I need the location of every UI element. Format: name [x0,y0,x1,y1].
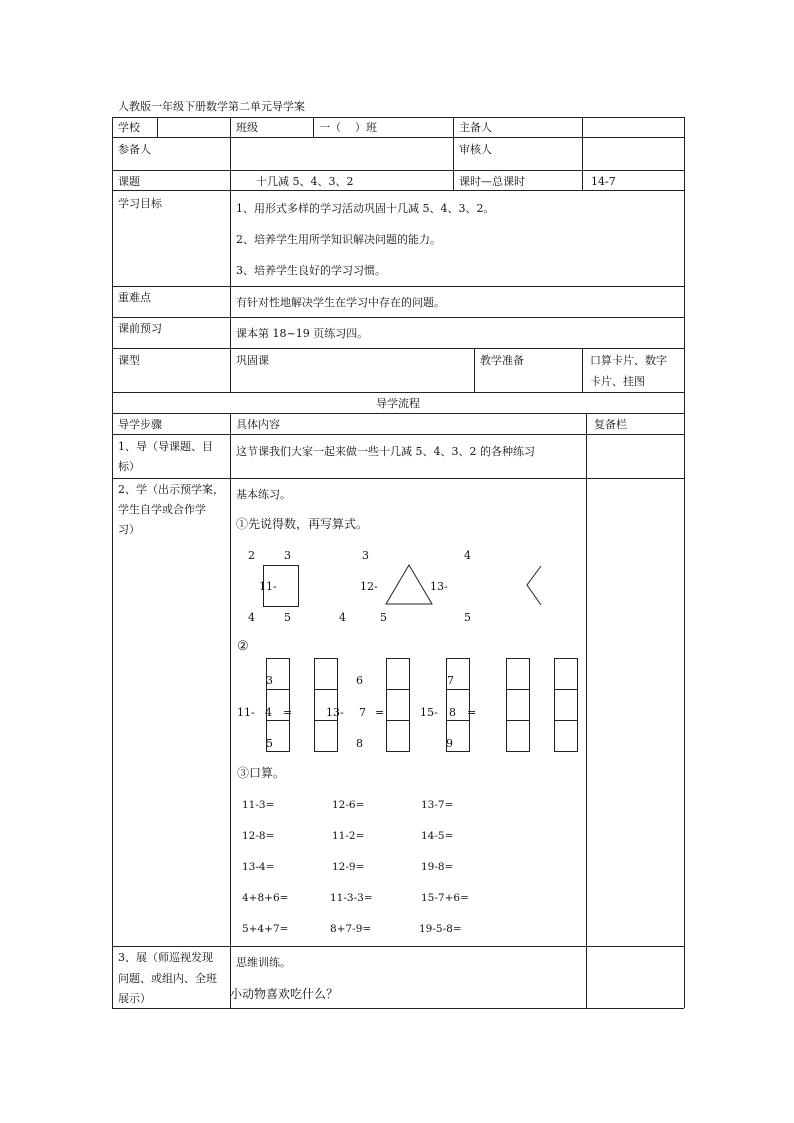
step3-label-line2: 问题、或组内、全班 [118,972,217,985]
goals-label: 学习目标 [118,197,162,210]
ex1-number: 4 [248,611,255,624]
class-label: 班级 [236,121,258,134]
step1-label-line1: 1、导（导课题、目 [118,440,213,453]
class-value: 一（ ）班 [319,121,377,134]
goal-item-1: 1、用形式多样的学习活动巩固十几减 5、4、3、2。 [236,202,495,215]
ex1-number: 5 [284,611,291,624]
type-value: 巩固课 [236,354,269,367]
ex2-number: 8 [356,737,363,750]
ex2-number: 8 [449,706,456,719]
oral-item: 19-5-8= [419,923,462,935]
ex2-prefix: 15- [420,706,438,719]
step1-label-line2: 标） [118,460,140,473]
preview-label: 课前预习 [118,322,162,335]
topic-value: 十几减 5、4、3、2 [256,175,354,188]
step3-content-2: 小动物喜欢吃什么？ [230,987,339,1001]
type-label: 课型 [118,354,140,367]
period-value: 14-7 [591,175,616,188]
ex1-number: 4 [339,611,346,624]
step2-label-line1: 2、学（出示预学案， [118,483,224,496]
ex2-equals: = [283,706,293,719]
ex2-number: 7 [447,674,454,687]
page-title: 人教版一年级下册数学第二单元导学案 [118,100,305,113]
oral-item: 12-6= [332,799,365,811]
topic-label: 课题 [118,175,140,188]
ex2-mark: ② [237,639,249,654]
col-step-header: 导学步骤 [118,418,162,431]
triangle-shape [384,564,434,606]
goal-item-3: 3、培养学生良好的学习习惯。 [236,264,386,277]
oral-item: 13-7= [421,799,454,811]
ex2-number: 6 [356,674,363,687]
oral-item: 5+4+7= [242,923,289,935]
ex1-number: 5 [464,611,471,624]
oral-item: 8+7-9= [330,923,372,935]
ex1-prefix: 13- [430,580,448,593]
ex2-number: 9 [446,737,453,750]
prep-label: 教学准备 [480,354,524,367]
angle-shape [524,564,544,608]
prep-value-line1: 口算卡片、数字 [590,354,667,367]
key-value: 有针对性地解决学生在学习中存在的问题。 [236,296,445,309]
oral-item: 19-8= [421,861,454,873]
participants-label: 参备人 [118,143,151,156]
ex2-number: 7 [359,706,366,719]
ex1-prefix: 11- [259,580,277,593]
col-notes-header: 复备栏 [594,418,627,431]
ex1-number: 3 [362,549,369,562]
period-label: 课时—总课时 [459,175,525,188]
step2-label-line3: 习） [118,523,140,536]
goal-item-2: 2、培养学生用所学知识解决问题的能力。 [236,233,441,246]
school-label: 学校 [118,121,140,134]
ex2-prefix: 13- [326,706,344,719]
ex2-equals: = [375,706,385,719]
step3-label-line1: 3、展（师巡视发现 [118,951,213,964]
square-shape [263,565,299,607]
reviewer-label: 审核人 [459,143,492,156]
oral-item: 11-3-3= [330,892,373,904]
ex1-title: ①先说得数，再写算式。 [236,517,369,531]
step2-intro: 基本练习。 [236,488,291,501]
ex3-title: ③口算。 [237,766,286,780]
step1-content: 这节课我们大家一起来做一些十几减 5、4、3、2 的各种练习 [236,445,535,458]
oral-item: 14-5= [421,830,454,842]
ex1-number: 5 [380,611,387,624]
ex1-prefix: 12- [360,580,378,593]
ex2-number: 5 [266,737,273,750]
ex1-number: 3 [284,549,291,562]
oral-item: 11-2= [332,830,365,842]
ex1-number: 2 [248,549,255,562]
flow-title: 导学流程 [376,397,420,410]
ex2-number: 3 [266,674,273,687]
ex2-equals: = [467,706,477,719]
oral-item: 15-7+6= [421,892,469,904]
oral-item: 12-9= [332,861,365,873]
step3-content-1: 思维训练。 [236,956,291,969]
prep-value-line2: 卡片、挂图 [590,375,645,388]
ex2-prefix: 11- [237,706,255,719]
key-label: 重难点 [118,291,151,304]
oral-item: 4+8+6= [242,892,289,904]
step2-label-line2: 学生自学或合作学 [118,503,206,516]
oral-item: 13-4= [242,861,275,873]
ex1-number: 4 [464,549,471,562]
ex2-number: 4 [265,706,272,719]
preview-value: 课本第 18~19 页练习四。 [236,327,369,340]
step3-label-line3: 展示） [118,992,151,1005]
col-content-header: 具体内容 [236,418,280,431]
lead-label: 主备人 [459,121,492,134]
oral-item: 12-8= [242,830,275,842]
oral-item: 11-3= [242,799,275,811]
